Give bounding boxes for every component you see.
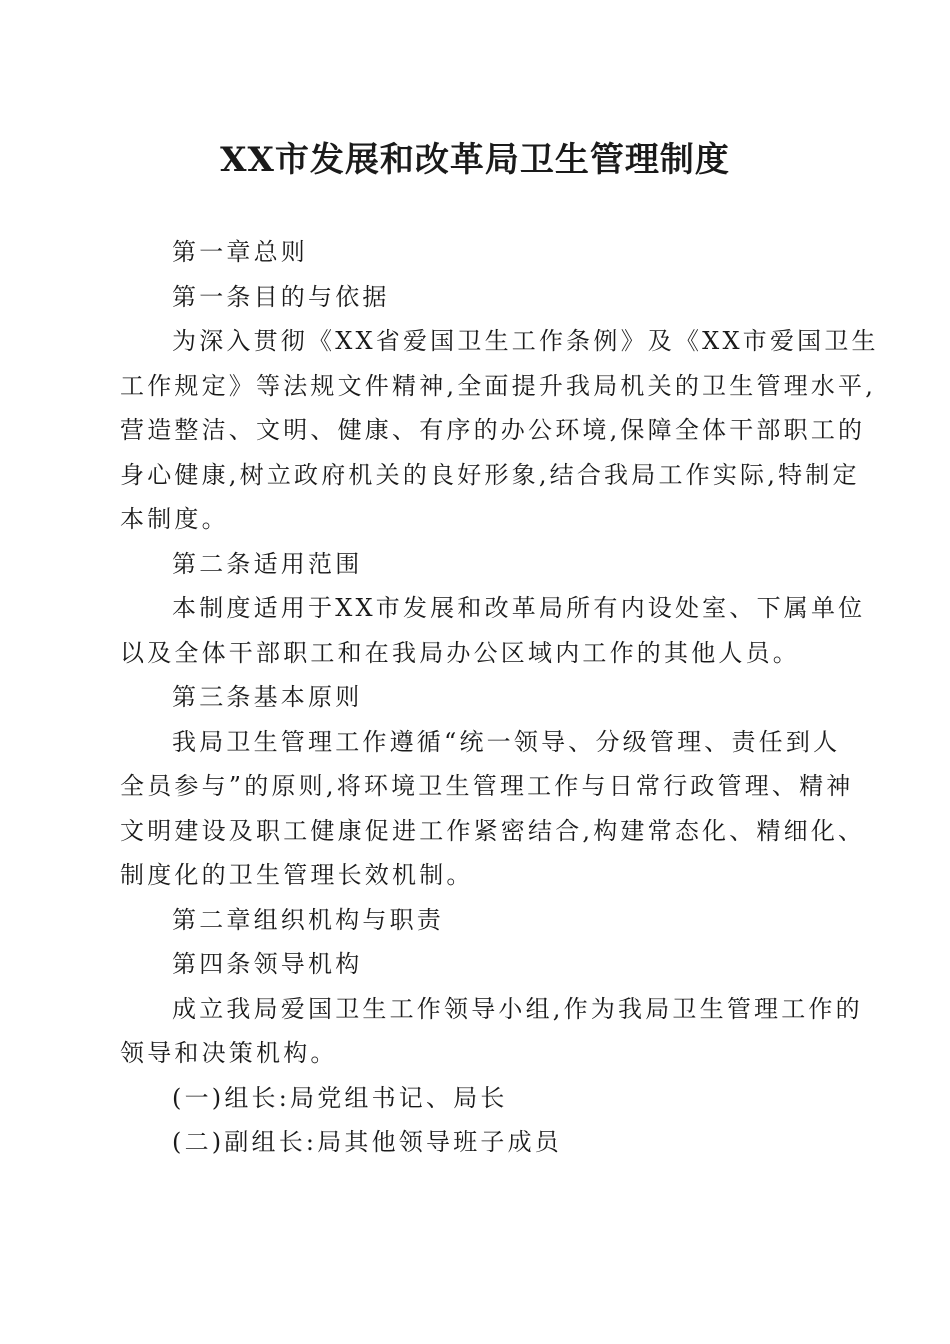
article-heading: 第四条领导机构 bbox=[172, 950, 363, 978]
article-heading: 第一条目的与依据 bbox=[172, 282, 390, 311]
chapter-heading: 第二章组织机构与职责 bbox=[172, 905, 444, 934]
paragraph-line: 本制度适用于XX市发展和改革局所有内设处室、下属单位 bbox=[172, 594, 866, 622]
paragraph-line: 全员参与”的原则,将环境卫生管理工作与日常行政管理、精神 bbox=[120, 772, 854, 800]
chapter-heading: 第一章总则 bbox=[172, 238, 308, 266]
article-heading: 第三条基本原则 bbox=[172, 683, 363, 711]
paragraph-line: 营造整洁、文明、健康、有序的办公环境,保障全体干部职工的 bbox=[120, 416, 866, 444]
paragraph-line: 领导和决策机构。 bbox=[120, 1039, 338, 1067]
list-item: (一)组长:局党组书记、局长 bbox=[172, 1083, 508, 1112]
paragraph-line: 我局卫生管理工作遵循“统一领导、分级管理、责任到人 bbox=[172, 727, 841, 756]
paragraph-line: 本制度。 bbox=[120, 505, 229, 533]
paragraph-line: 成立我局爱国卫生工作领导小组,作为我局卫生管理工作的 bbox=[172, 994, 863, 1023]
paragraph-line: 制度化的卫生管理长效机制。 bbox=[120, 861, 474, 889]
document-body bbox=[120, 230, 879, 1165]
paragraph-line: 文明建设及职工健康促进工作紧密结合,构建常态化、精细化、 bbox=[120, 816, 866, 845]
article-heading: 第二条适用范围 bbox=[172, 549, 363, 578]
paragraph-line: 身心健康,树立政府机关的良好形象,结合我局工作实际,特制定 bbox=[120, 460, 860, 489]
paragraph-line: 工作规定》等法规文件精神,全面提升我局机关的卫生管理水平, bbox=[120, 371, 877, 400]
paragraph-line: 为深入贯彻《XX省爱国卫生工作条例》及《XX市爱国卫生 bbox=[172, 327, 879, 355]
document-title: XX市发展和改革局卫生管理制度 bbox=[220, 140, 730, 180]
paragraph-line: 以及全体干部职工和在我局办公区域内工作的其他人员。 bbox=[120, 638, 800, 667]
list-item: (二)副组长:局其他领导班子成员 bbox=[172, 1128, 563, 1156]
